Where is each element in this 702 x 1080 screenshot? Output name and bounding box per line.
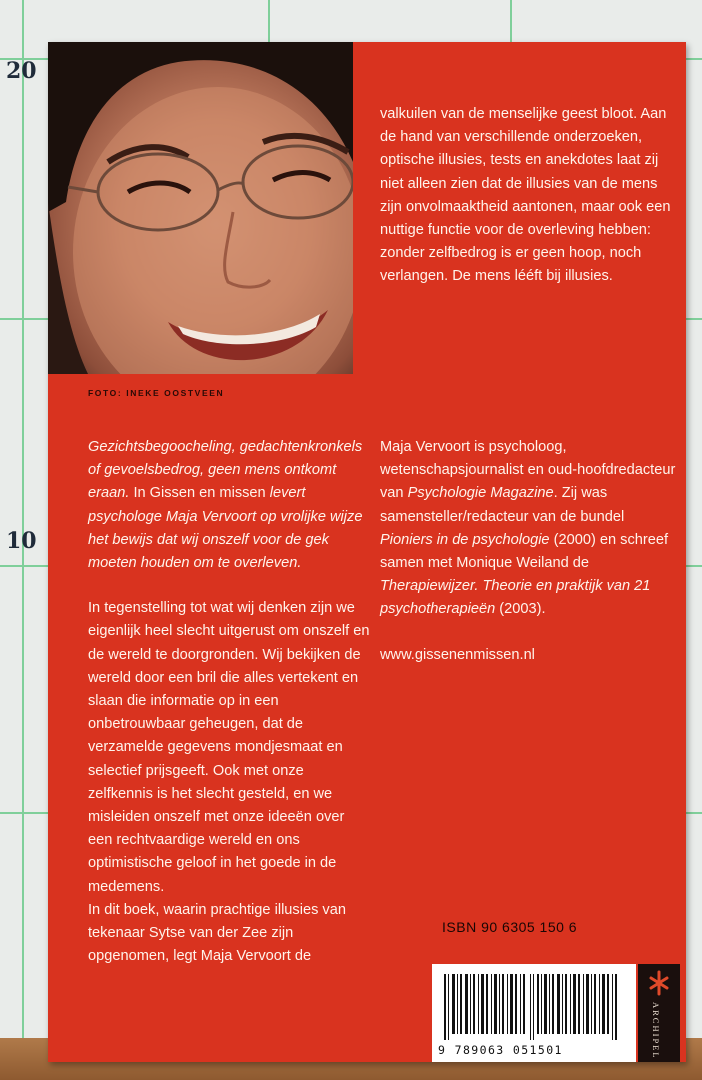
publisher-logo bbox=[638, 964, 680, 1062]
bio-text: (2000) en schreef samen met Monique Weiland de bbox=[380, 531, 669, 572]
author-bio-column bbox=[380, 436, 680, 667]
description-column bbox=[88, 436, 370, 968]
barcode-bars bbox=[444, 974, 624, 1040]
barcode-number: 9 789063 051501 bbox=[438, 1043, 563, 1057]
publisher-name: ARCHIPEL bbox=[651, 1002, 661, 1060]
mat-number-20: 20 bbox=[6, 58, 37, 84]
bio-book-title-2: Therapiewijzer. Theorie en praktijk van 21 psychotherapieën bbox=[380, 578, 651, 618]
author-bio bbox=[380, 436, 680, 622]
bio-book-title: Pioniers in de psychologie bbox=[380, 531, 550, 548]
website-url: www.gissenenmissen.nl bbox=[380, 646, 535, 663]
bio-text: (2003). bbox=[495, 601, 546, 618]
intro-text-italic-2: levert psychologe Maja Vervoort op vrolijke wijze het bewijs dat wij onszelf voor de gek moeten houden om te overleven. bbox=[88, 485, 363, 572]
book-back-cover bbox=[48, 42, 686, 1062]
body-paragraph-2: In dit boek, waarin prachtige illusies van tekenaar Sytse van der Zee zijn opgenomen, legt Maja Vervoort de bbox=[88, 901, 346, 965]
intro-text-italic: Gezichtsbegoocheling, gedachtenkronkels of gevoelsbedrog, geen mens ontkomt eraan. bbox=[88, 439, 363, 502]
intro-text-title: In Gissen en missen bbox=[129, 485, 270, 502]
author-portrait-illustration bbox=[48, 42, 353, 374]
bio-magazine-title: Psychologie Magazine bbox=[407, 485, 554, 502]
author-photo bbox=[48, 42, 353, 374]
body-paragraph: In tegenstelling tot wat wij denken zijn we eigenlijk heel slecht uitgerust om onszelf en de wereld te doorgronden. Wij bekijken de wereld door een bril die alles vertekent en slaan die informatie op in een onbetrouwbaar geheugen, dat de verzamelde gegevens mondjesmaat en selectief prijsgeeft. Ook met onze zelfkennis is het slecht gesteld, en we misleiden onszelf met onze ideeën over een rechtvaardige wereld en ons optimistische geloof in het goede in de medemens. bbox=[88, 600, 370, 895]
bio-text: . Zij was samensteller/redacteur van de bundel bbox=[380, 485, 625, 525]
intro-paragraph bbox=[88, 436, 370, 575]
barcode bbox=[432, 964, 636, 1062]
mat-number-10: 10 bbox=[6, 528, 37, 554]
isbn-number: ISBN 90 6305 150 6 bbox=[442, 919, 578, 935]
description-paragraph-end: valkuilen van de menselijke geest bloot. Aan de hand van verschillende onderzoeken, optische illusies, tests en anekdotes laat zij niet alleen zien dat de illusies van de mens zijn onvolmaaktheid aantonen, maar ook een nuttige functie voor de overleving hebben: zonder zelfbedrog is er geen hoop, noch verlangen. De mens lééft bij illusies. bbox=[380, 106, 671, 285]
photo-credit: FOTO: INEKE OOSTVEEN bbox=[88, 388, 225, 398]
asterisk-icon bbox=[649, 970, 669, 996]
description-continued bbox=[380, 103, 680, 289]
bio-text: Maja Vervoort is psycholoog, wetenschapsjournalist en oud-hoofdredacteur van bbox=[380, 439, 676, 502]
